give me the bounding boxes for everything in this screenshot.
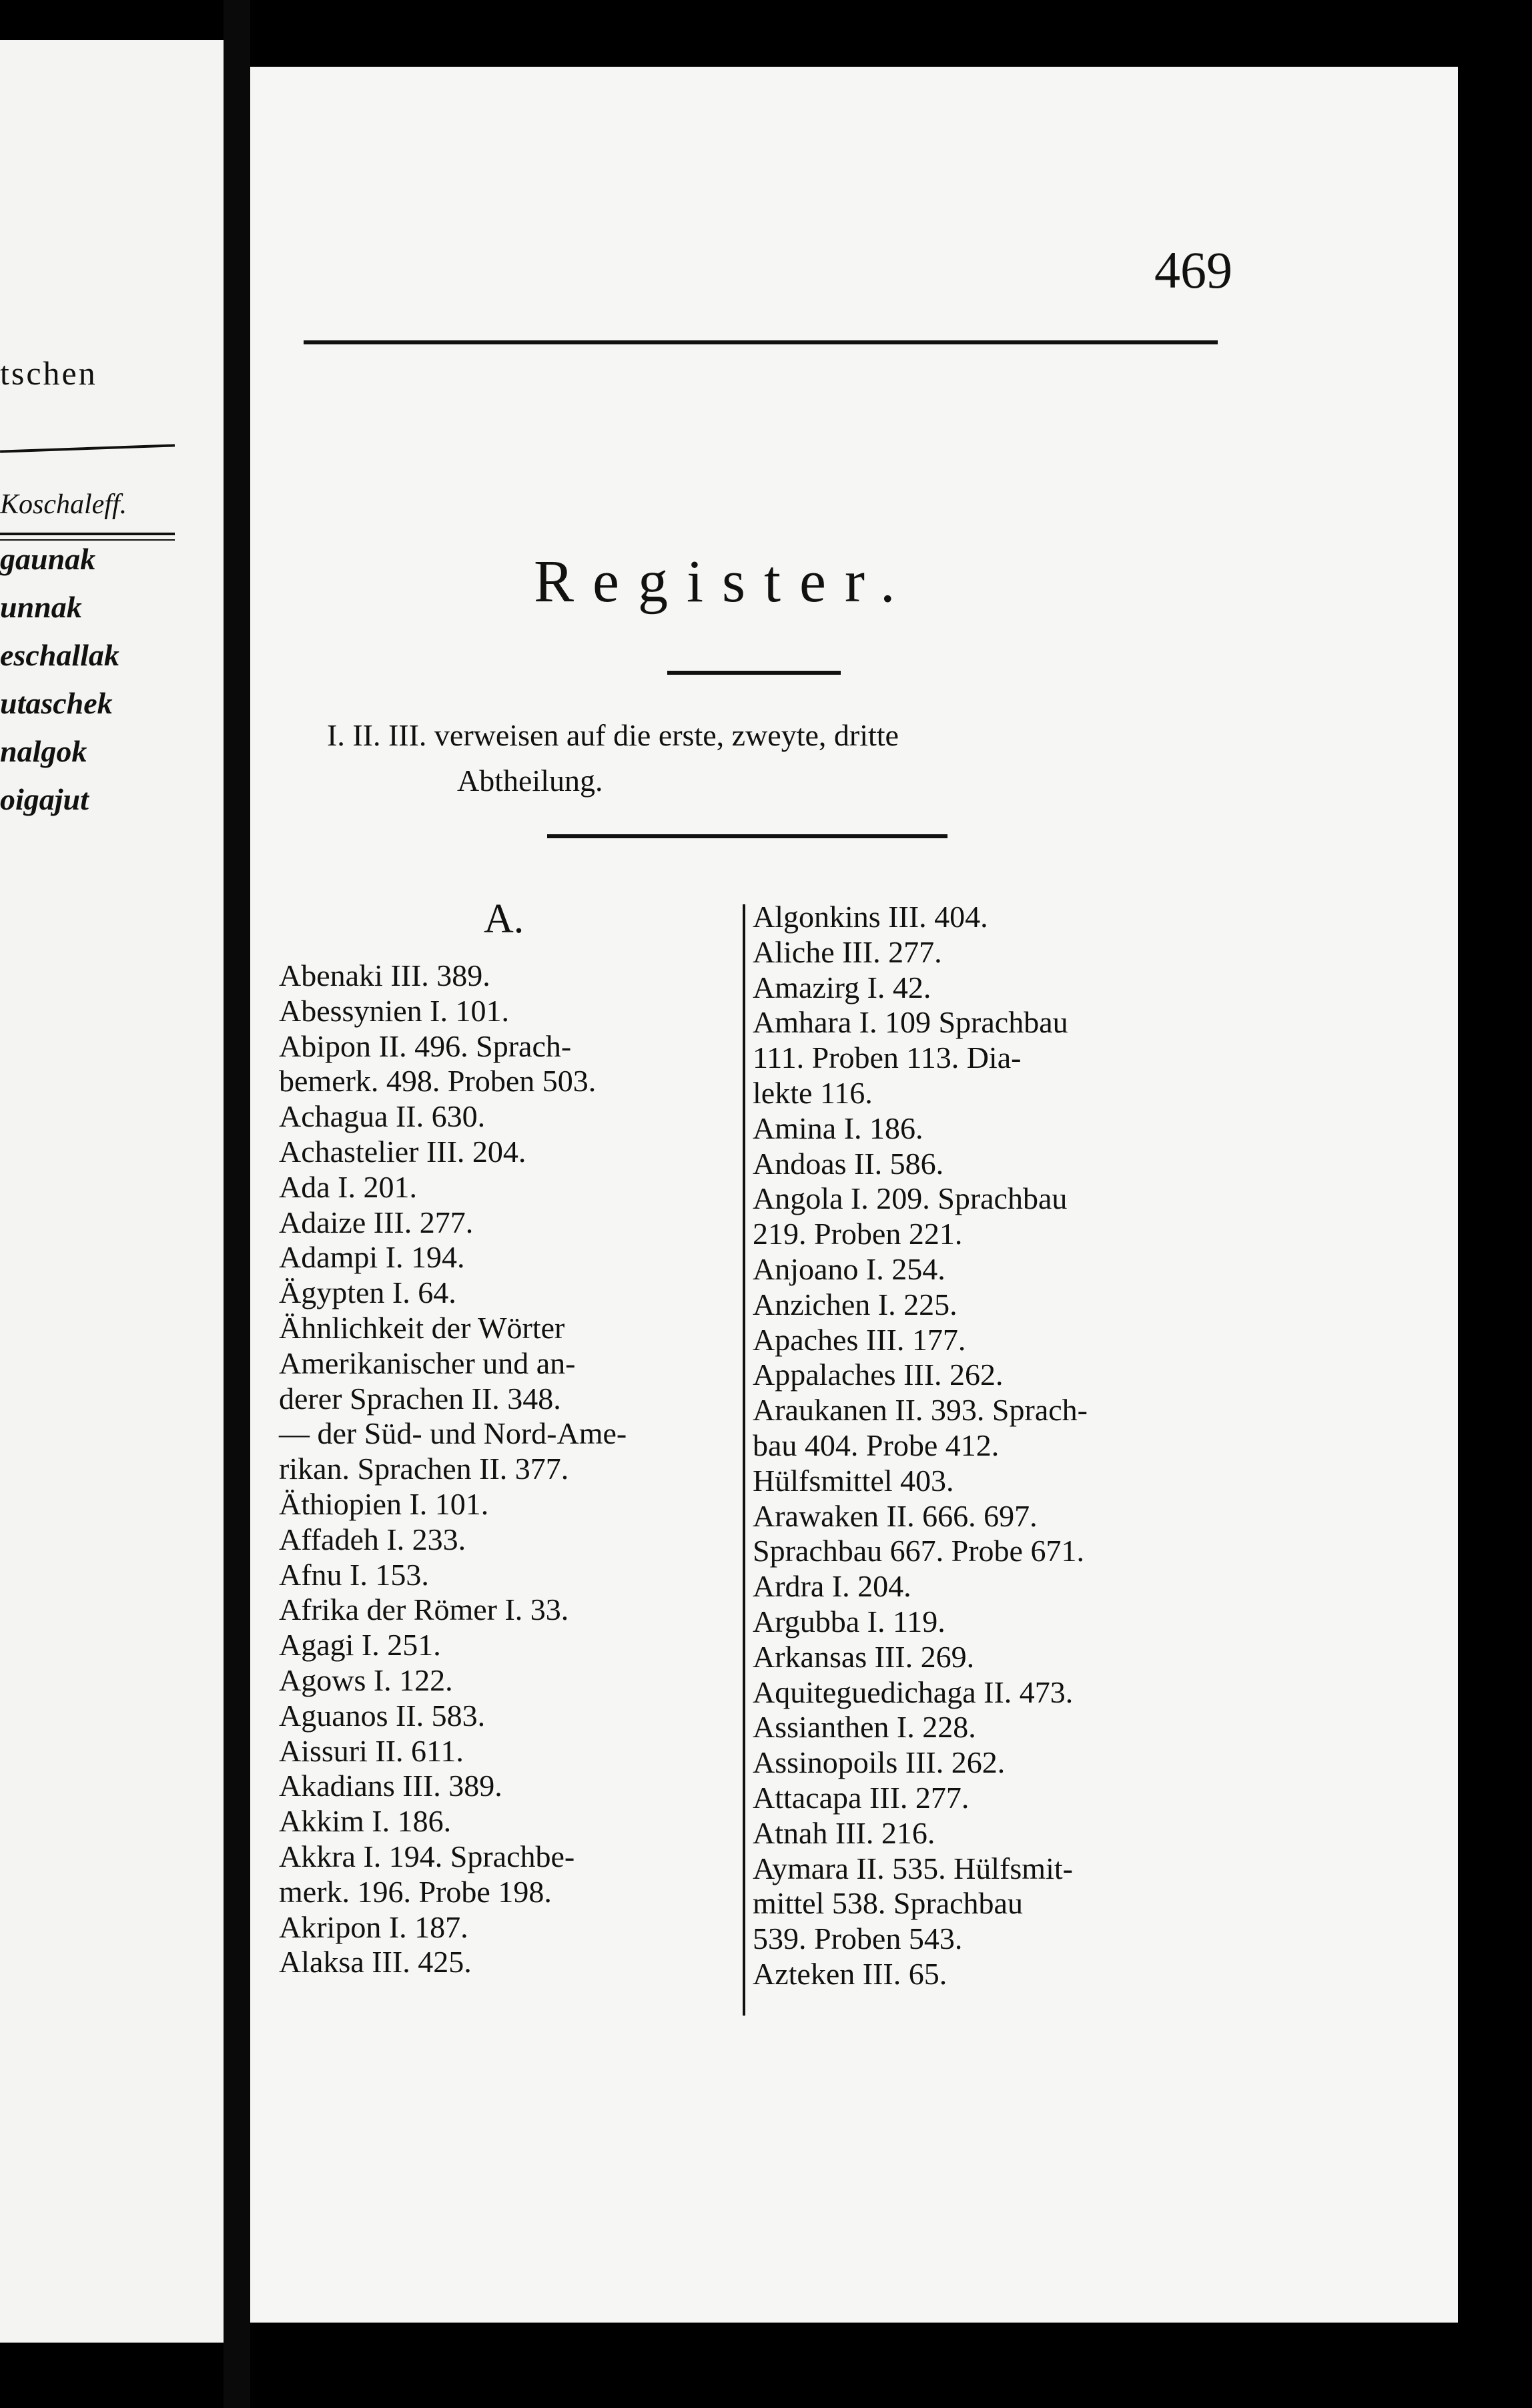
index-entry: Hülfsmittel 403.: [753, 1463, 954, 1498]
index-entry: merk. 196. Probe 198.: [279, 1874, 552, 1909]
index-entry: Akkra I. 194. Sprachbe-: [279, 1839, 575, 1873]
index-entry: Alaksa III. 425.: [279, 1945, 472, 1980]
index-entry: derer Sprachen II. 348.: [279, 1381, 561, 1416]
index-entry: Amina I. 186.: [753, 1111, 923, 1145]
index-entry: Adampi I. 194.: [279, 1240, 465, 1275]
index-entry: Ardra I. 204.: [753, 1569, 911, 1604]
index-entry: Agows I. 122.: [279, 1663, 453, 1697]
index-entry: mittel 538. Sprachbau: [753, 1886, 1023, 1921]
index-entry: Attacapa III. 277.: [753, 1780, 970, 1815]
index-entry: Arawaken II. 666. 697.: [753, 1498, 1038, 1533]
header-rule: [304, 340, 1218, 344]
index-entry: lekte 116.: [753, 1075, 873, 1110]
index-entry: Aliche III. 277.: [753, 934, 942, 969]
index-column-left: [279, 958, 739, 1980]
index-entry: 539. Proben 543.: [753, 1921, 963, 1956]
index-entry: Algonkins III. 404.: [753, 900, 988, 934]
previous-page-entry: unnak: [0, 590, 82, 624]
index-entry: Akkim I. 186.: [279, 1804, 452, 1839]
index-entry: Amazirg I. 42.: [753, 970, 931, 1004]
index-entry: Azteken III. 65.: [753, 1956, 947, 1991]
index-entry: Aguanos II. 583.: [279, 1698, 486, 1733]
index-entry: Amhara I. 109 Sprachbau: [753, 1005, 1068, 1040]
abbreviation-note-line: I. II. III. verweisen auf die erste, zweyte, dritte: [327, 718, 899, 752]
index-entry: Äthiopien I. 101.: [279, 1486, 489, 1521]
index-entry: Abipon II. 496. Sprach-: [279, 1028, 572, 1063]
page-number: 469: [1154, 241, 1232, 299]
index-entry: Abenaki III. 389.: [279, 958, 490, 992]
page-title: Register.: [534, 549, 914, 615]
index-entry: Anzichen I. 225.: [753, 1287, 957, 1321]
column-divider: [743, 904, 745, 2016]
index-entry: bau 404. Probe 412.: [753, 1428, 1000, 1462]
abbreviation-note-line: Abtheilung.: [457, 764, 603, 798]
index-entry: Achagua II. 630.: [279, 1099, 486, 1134]
index-entry: Aymara II. 535. Hülfsmit-: [753, 1851, 1073, 1885]
index-entry: Akadians III. 389.: [279, 1769, 502, 1803]
previous-page-entry: gaunak: [0, 542, 96, 576]
index-entry: Adaize III. 277.: [279, 1205, 474, 1239]
index-entry: 219. Proben 221.: [753, 1217, 963, 1251]
index-entry: Abessynien I. 101.: [279, 993, 509, 1028]
index-entry: Aquiteguedichaga II. 473.: [753, 1675, 1074, 1709]
index-entry: Angola I. 209. Sprachbau: [753, 1181, 1068, 1216]
title-rule: [667, 671, 841, 675]
previous-page-rule: [0, 539, 175, 541]
index-entry: Araukanen II. 393. Sprach-: [753, 1393, 1088, 1428]
previous-page-rule: [0, 444, 175, 453]
index-entry: Atnah III. 216.: [753, 1815, 935, 1850]
index-entry: Afrika der Römer I. 33.: [279, 1592, 569, 1627]
previous-page-header: tschen: [0, 354, 97, 392]
index-entry: Affadeh I. 233.: [279, 1522, 466, 1556]
index-entry: Ada I. 201.: [279, 1169, 417, 1204]
book-gutter: [224, 0, 250, 2408]
index-entry: Agagi I. 251.: [279, 1628, 441, 1663]
index-entry: Assinopoils III. 262.: [753, 1745, 1006, 1780]
previous-page-entry: nalgok: [0, 734, 87, 768]
previous-page-rule: [0, 533, 175, 535]
index-entry: Apaches III. 177.: [753, 1322, 966, 1357]
index-entry: Ägypten I. 64.: [279, 1275, 456, 1310]
index-entry: 111. Proben 113. Dia-: [753, 1040, 1022, 1075]
index-entry: bemerk. 498. Proben 503.: [279, 1064, 597, 1099]
index-entry: — der Süd- und Nord-Ame-: [279, 1416, 627, 1451]
index-column-right: [753, 900, 1220, 1992]
index-entry: Anjoano I. 254.: [753, 1251, 945, 1286]
previous-page-entry: eschallak: [0, 638, 119, 672]
abbreviation-note: [327, 713, 1214, 804]
previous-page-column-head: Koschaleff.: [0, 489, 127, 520]
index-entry: rikan. Sprachen II. 377.: [279, 1452, 569, 1486]
index-entry: Aissuri II. 611.: [279, 1733, 464, 1768]
index-entry: Afnu I. 153.: [279, 1557, 429, 1592]
previous-page-entry: utaschek: [0, 686, 113, 720]
index-entry: Argubba I. 119.: [753, 1604, 945, 1638]
index-entry: Ähnlichkeit der Wörter: [279, 1310, 565, 1345]
index-entry: Andoas II. 586.: [753, 1146, 944, 1181]
note-rule: [547, 834, 947, 838]
section-letter: A.: [484, 896, 524, 942]
previous-page-fragment: [0, 40, 224, 2343]
previous-page-entry: oigajut: [0, 782, 89, 816]
index-entry: Arkansas III. 269.: [753, 1639, 975, 1674]
index-entry: Achastelier III. 204.: [279, 1134, 526, 1169]
index-entry: Assianthen I. 228.: [753, 1710, 976, 1745]
index-entry: Amerikanischer und an-: [279, 1345, 576, 1380]
index-entry: Sprachbau 667. Probe 671.: [753, 1534, 1084, 1568]
index-entry: Akripon I. 187.: [279, 1909, 468, 1944]
index-entry: Appalaches III. 262.: [753, 1358, 1004, 1392]
